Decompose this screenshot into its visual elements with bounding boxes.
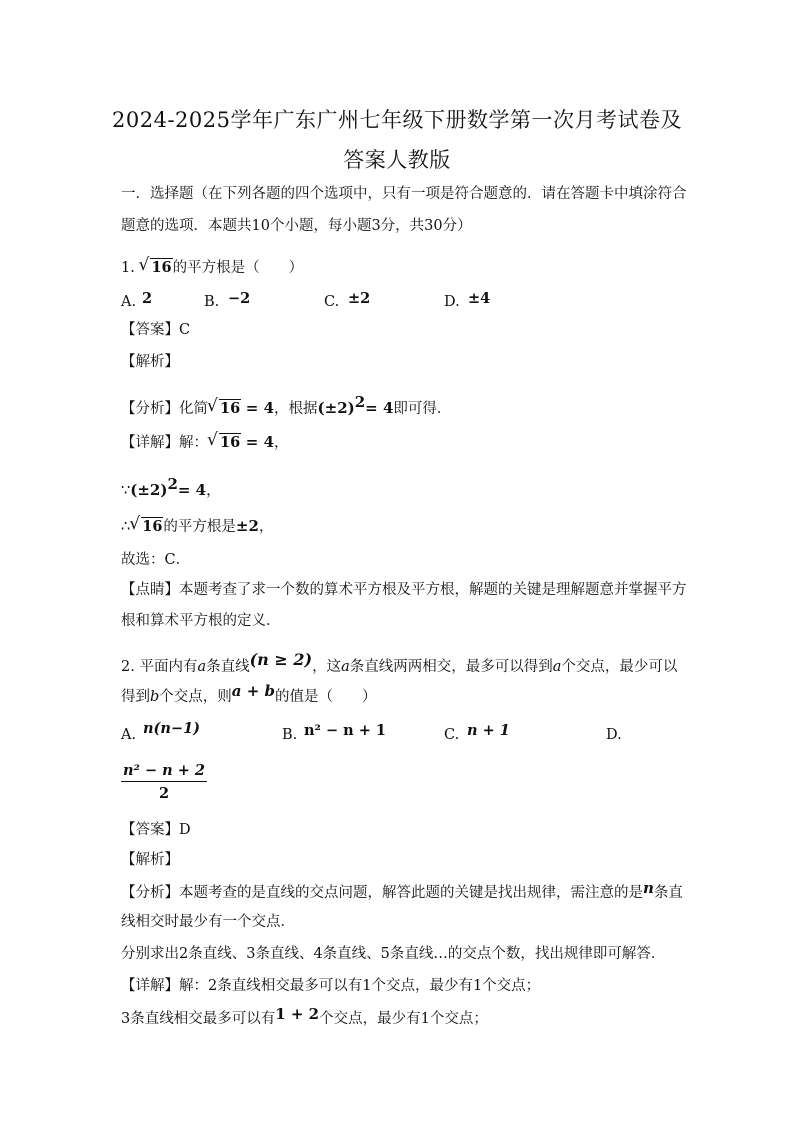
q2-line2-b: 个交点，则 bbox=[159, 689, 232, 705]
q2-stem-line2 bbox=[121, 682, 377, 707]
q1-therefore-radicand: 16 bbox=[142, 518, 163, 535]
therefore-symbol: ∴ bbox=[121, 519, 131, 535]
q1-detail-label: 【详解】解： bbox=[121, 435, 208, 451]
q1-fenxi-math1: = 4 bbox=[245, 398, 275, 417]
q2-option-b-value: n² − n + 1 bbox=[304, 722, 387, 739]
q2-fenxi-line2: 线相交时最少有一个交点． bbox=[121, 914, 295, 930]
q2-text-d: 条直线两两相交，最多可以得到 bbox=[349, 659, 553, 675]
q1-radicand: 16 bbox=[151, 259, 172, 276]
q2-fraction-denominator: 2 bbox=[158, 785, 170, 802]
q1-analysis-label: 【解析】 bbox=[121, 354, 179, 370]
q2-line2-c: 的值是（ ） bbox=[275, 689, 377, 705]
q1-sqrt bbox=[139, 258, 172, 278]
q2-condition: (n ≥ 2) bbox=[249, 650, 313, 669]
q2-fenxi-line1 bbox=[121, 879, 683, 903]
q2-text-c: ，这 bbox=[312, 659, 342, 675]
q1-because-tail: = 4 bbox=[177, 480, 207, 499]
q2-line2-a: 得到 bbox=[121, 689, 150, 705]
q1-choose: 故选：C． bbox=[121, 552, 191, 568]
q1-therefore-text: 的平方根是 bbox=[163, 519, 236, 535]
q1-therefore-sqrt bbox=[130, 517, 163, 537]
q2-text-e: 个交点，最少可以 bbox=[561, 659, 678, 675]
q1-fenxi-label: 【分析】化简 bbox=[121, 400, 208, 417]
q1-fenxi-sqrt bbox=[208, 399, 241, 419]
q2-fenxi-text: 【分析】本题考查的是直线的交点问题，解答此题的关键是找出规律，需注意的是 bbox=[121, 885, 643, 901]
q1-stem-tail: 的平方根是（ ） bbox=[172, 260, 304, 276]
q1-detail-math: = 4 bbox=[245, 433, 275, 451]
section-heading-line2: 题意的选项．本题共10个小题，每小题3分，共30分） bbox=[121, 218, 472, 234]
q1-fenxi-mid: ，根据 bbox=[274, 400, 318, 417]
document-title-line2: 答案人教版 bbox=[343, 148, 451, 172]
q1-comment-line1: 【点睛】本题考查了求一个数的算术平方根及平方根，解题的关键是理解题意并掌握平方 bbox=[121, 582, 687, 598]
q1-option-b-value: −2 bbox=[228, 290, 251, 307]
q1-fenxi-math2-tail: = 4 bbox=[365, 398, 394, 417]
q1-option-a-label: A. bbox=[121, 294, 137, 310]
q1-fenxi-end: 即可得． bbox=[393, 400, 452, 417]
q2-var-a-2: a bbox=[341, 659, 350, 675]
q1-answer: 【答案】C bbox=[121, 322, 191, 338]
q2-answer: 【答案】D bbox=[121, 822, 191, 838]
q2-fraction-numerator: n² − n + 2 bbox=[121, 762, 207, 782]
q2-detail2-text: 3条直线相交最多可以有 bbox=[121, 1011, 276, 1027]
q2-fenxi-var: n bbox=[643, 879, 654, 897]
q2-detail2-math: 1 + 2 bbox=[275, 1005, 320, 1023]
q1-fenxi-exponent: 2 bbox=[354, 393, 366, 411]
q1-option-c-label: C. bbox=[324, 294, 340, 310]
q1-therefore bbox=[121, 516, 273, 537]
q1-therefore-value: ±2 bbox=[235, 517, 259, 535]
because-symbol: ∵ bbox=[121, 482, 131, 499]
q1-detail-radicand: 16 bbox=[220, 434, 241, 451]
q1-stem bbox=[121, 258, 303, 278]
q2-fenxi-tail: 条直 bbox=[653, 885, 683, 901]
q2-option-c-value: n + 1 bbox=[467, 722, 510, 739]
q2-text-b: 条直线 bbox=[206, 659, 250, 675]
q2-option-c-label: C. bbox=[444, 727, 460, 743]
q2-stem-line1 bbox=[121, 650, 678, 677]
q1-because-math: (±2) bbox=[130, 480, 168, 499]
q1-option-a-value: 2 bbox=[142, 290, 153, 307]
q1-detail-comma: ， bbox=[274, 435, 289, 451]
q1-number: 1. bbox=[121, 260, 135, 276]
q2-detail-line1: 【详解】解：2条直线相交最多可以有1个交点，最少有1个交点； bbox=[121, 978, 541, 994]
q2-option-a-value: n(n−1) bbox=[143, 720, 201, 737]
q2-option-b-label: B. bbox=[282, 727, 298, 743]
q1-fenxi-math2: (±2) bbox=[317, 398, 355, 417]
q1-because-exponent: 2 bbox=[167, 475, 178, 493]
q1-comment-line2: 根和算术平方根的定义． bbox=[121, 613, 281, 629]
document-title-line1: 2024-2025学年广东广州七年级下册数学第一次月考试卷及 bbox=[112, 108, 682, 132]
q2-var-b: b bbox=[150, 689, 160, 705]
q1-detail bbox=[121, 432, 289, 453]
q1-option-b-label: B. bbox=[204, 294, 220, 310]
q2-var-a-3: a bbox=[552, 659, 562, 675]
q1-because bbox=[121, 474, 221, 501]
q1-detail-sqrt bbox=[208, 433, 241, 453]
q2-option-a-label: A. bbox=[121, 727, 137, 743]
q2-detail2-tail: 个交点，最少有1个交点； bbox=[319, 1011, 488, 1027]
q2-analysis-label: 【解析】 bbox=[121, 852, 179, 868]
q1-because-comma: ， bbox=[206, 482, 221, 499]
q1-option-d-label: D. bbox=[444, 294, 460, 310]
q2-var-a: a bbox=[197, 659, 207, 675]
q1-fenxi bbox=[121, 392, 451, 419]
q1-therefore-end: ， bbox=[258, 519, 274, 535]
q2-number-text: 2. 平面内有 bbox=[121, 659, 198, 675]
q2-option-d-label: D. bbox=[606, 727, 622, 743]
q2-sum: a + b bbox=[231, 682, 276, 700]
q2-option-d-fraction bbox=[121, 762, 207, 802]
q1-fenxi-radicand: 16 bbox=[220, 399, 241, 417]
section-heading-line1: 一．选择题（在下列各题的四个选项中，只有一项是符合题意的．请在答题卡中填涂符合 bbox=[121, 186, 687, 202]
q2-detail-line2 bbox=[121, 1005, 488, 1029]
q1-option-c-value: ±2 bbox=[348, 290, 371, 307]
q2-hint: 分别求出2条直线、3条直线、4条直线、5条直线…的交点个数，找出规律即可解答． bbox=[121, 946, 666, 962]
q1-option-d-value: ±4 bbox=[468, 290, 491, 307]
